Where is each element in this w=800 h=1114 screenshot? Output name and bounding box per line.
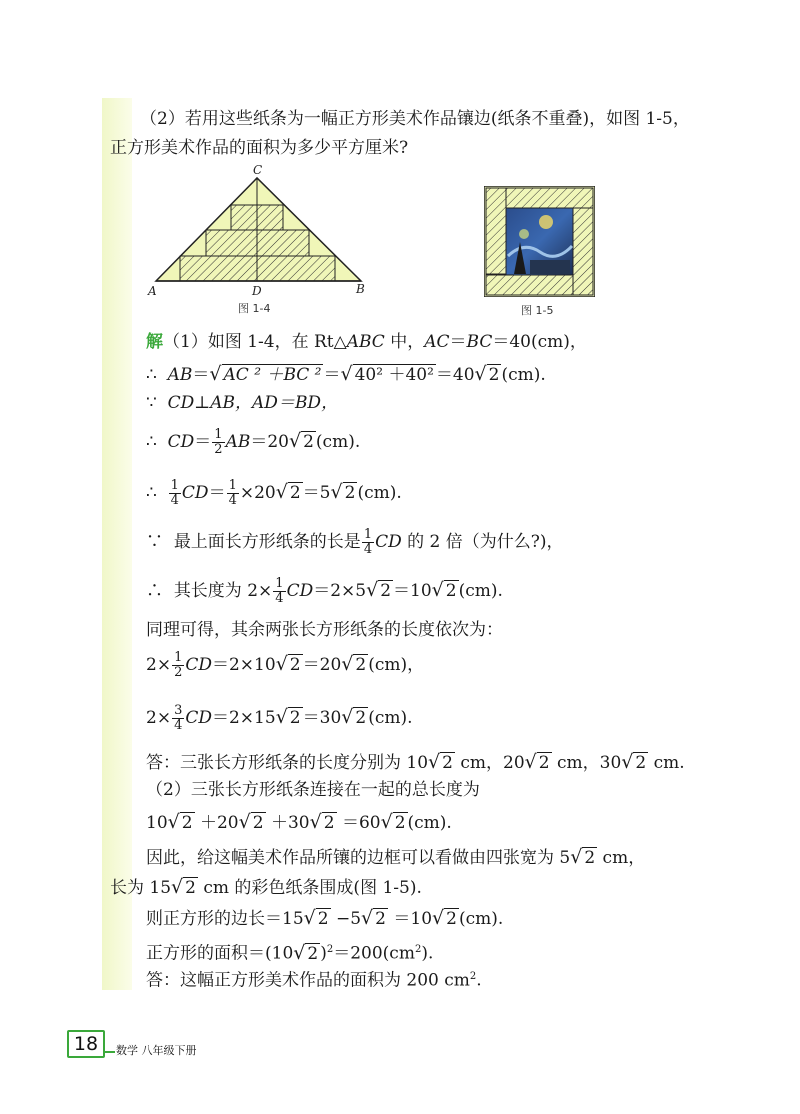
solution-line-5: ∴ $\frac{1}{4}$ CD＝ $\frac{1}{4}$ ×20√ 2 ＝5√ 2 (cm). [146,478,402,508]
solution-line-2: ∴ AB＝√ AC ² ＋BC ² ＝√ 40² ＋40² ＝40√ 2 (cm). [146,363,546,385]
page-number: 18 [67,1030,105,1058]
label-c: C [253,163,263,177]
question-line-1: （2）若用这些纸条为一幅正方形美术作品镶边(纸条不重叠)，如图 1-5， [140,109,690,129]
label-a: A [148,284,157,298]
solution-line-1: 解（1）如图 1-4，在 Rt△ABC 中，AC＝BC＝40(cm)， [146,332,587,352]
footer-accent-line [103,1051,115,1053]
solution-line-9: 2× $\frac{1}{2}$ CD＝2×10√ 2 ＝20√ 2 (cm)， [146,650,425,680]
solution-line-3: ∵ CD⊥AB，AD＝BD， [146,393,339,413]
solution-marker: 解 [146,332,163,352]
solution-line-12: （2）三张长方形纸条连接在一起的总长度为 [146,780,480,800]
figure-caption-1-5: 图 1-5 [521,304,554,317]
framed-artwork-figure [484,186,595,297]
triangle-figure [146,168,371,293]
solution-line-16: 则正方形的边长＝15√ 2 −5√ 2 ＝10√ 2 (cm). [146,907,504,929]
solution-line-11: 答：三张长方形纸条的长度分别为 10√ 2 cm，20√ 2 cm，30√ 2 cm. [146,751,685,773]
solution-line-17: 正方形的面积＝(10√ 2 )$^2=200(cm^2)$. [146,941,434,964]
question-line-2: 正方形美术作品的面积为多少平方厘米? [110,138,409,158]
solution-line-14: 因此，给这幅美术作品所镶的边框可以看做由四张宽为 5√ 2 cm， [146,846,646,868]
sidebar-highlight [102,98,132,990]
solution-line-10: 2× $\frac{3}{4}$ CD＝2×15√ 2 ＝30√ 2 (cm). [146,703,413,733]
footer-subject: 数学 八年级下册 [116,1044,197,1057]
label-b: B [356,282,365,296]
figure-caption-1-4: 图 1-4 [238,302,271,315]
solution-line-8: 同理可得，其余两张长方形纸条的长度依次为： [146,620,503,640]
label-d: D [252,284,262,298]
solution-line-6: ∵ 最上面长方形纸条的长是 $\frac{1}{4}$ CD 的 2 倍（为什么?)， [146,527,564,557]
solution-line-4: ∴ CD＝ $\frac{1}{2}$ AB＝20√ 2 (cm). [146,427,361,457]
solution-line-18: 答：这幅正方形美术作品的面积为 200 $cm^2$. [146,970,482,991]
solution-line-15: 长为 15√ 2 cm 的彩色纸条围成(图 1-5). [110,876,422,898]
solution-line-7: ∴ 其长度为 2× $\frac{1}{4}$ CD＝2×5√ 2 ＝10√ 2 (cm). [146,576,503,606]
solution-line-13: 10√ 2 ＋20√ 2 ＋30√ 2 ＝60√ 2 (cm). [146,811,452,833]
